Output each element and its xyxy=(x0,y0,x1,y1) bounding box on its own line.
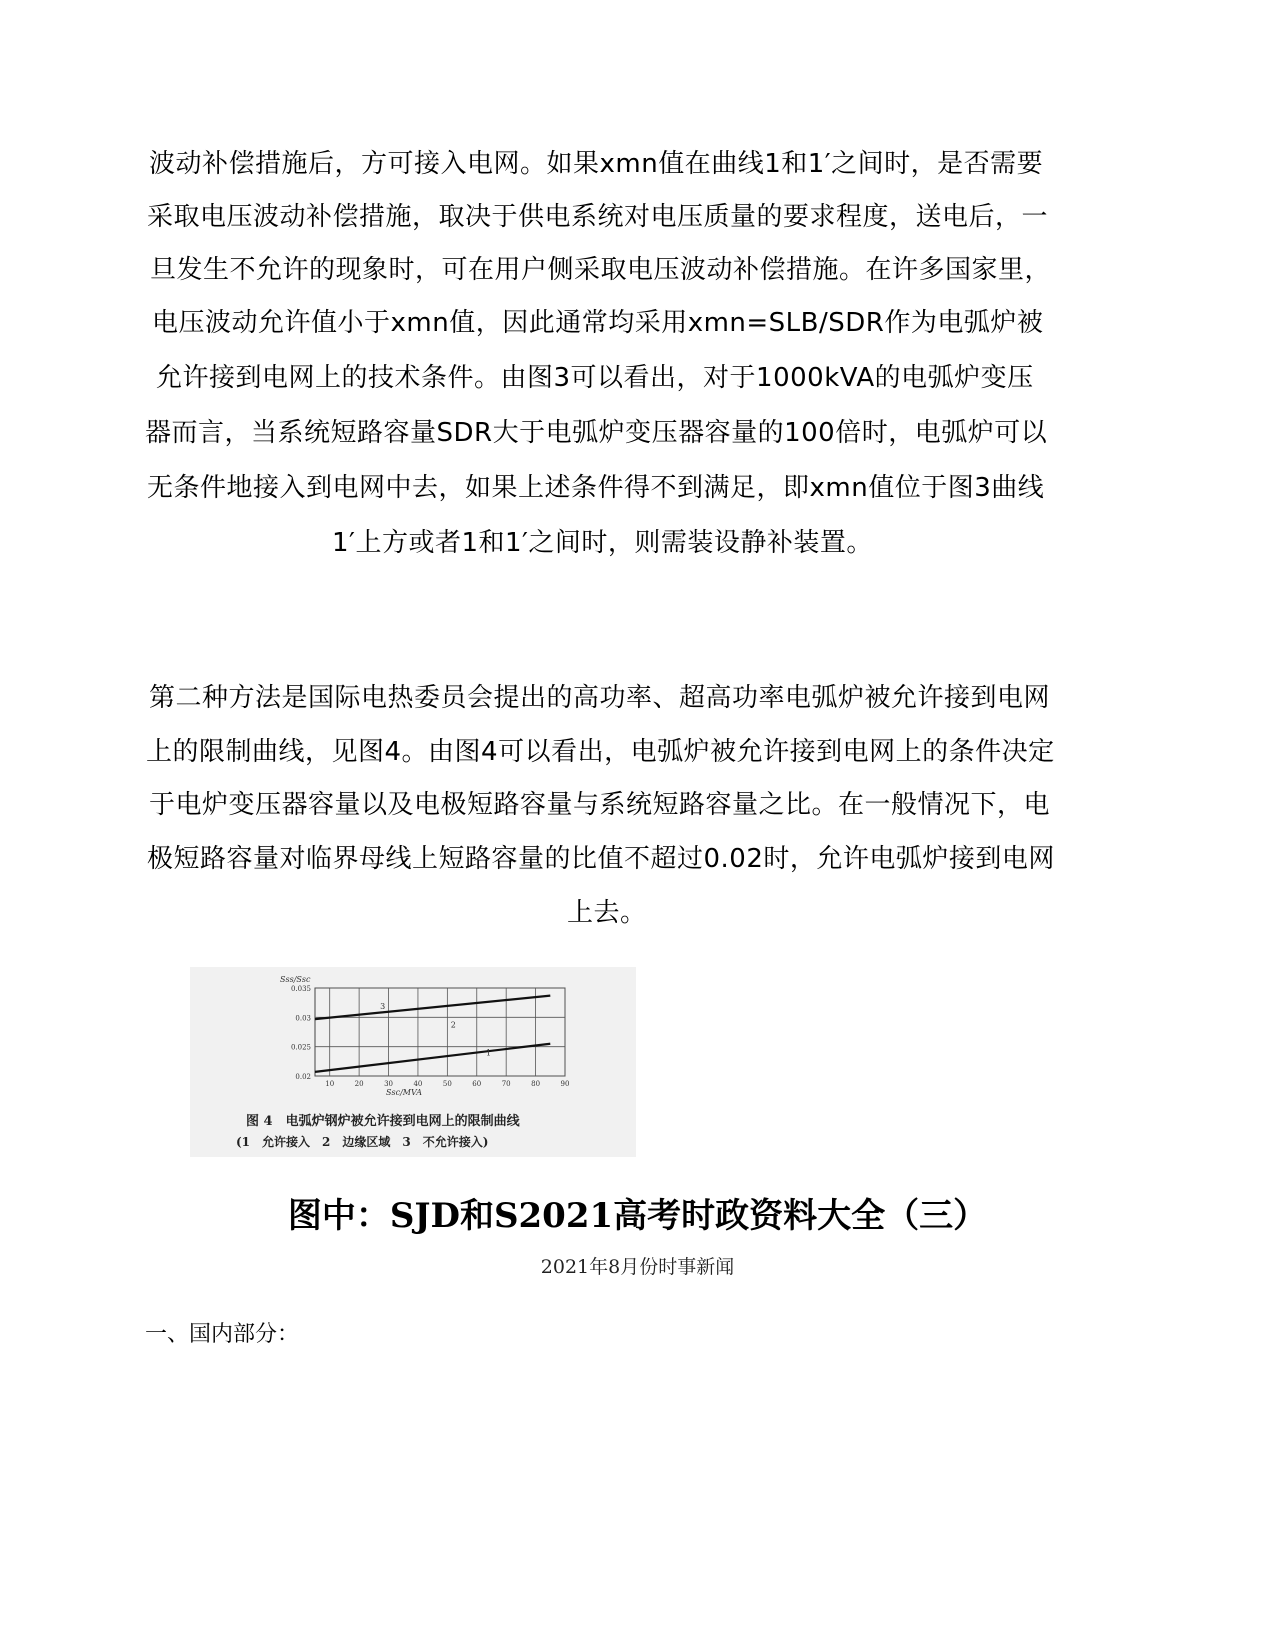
x-tick-label: 60 xyxy=(472,1080,482,1088)
page-subheading: 2021年8月份时事新闻 xyxy=(540,1256,735,1278)
paragraph1-line: 旦发生不允许的现象时，可在用户侧采取电压波动补偿措施。在许多国家里， xyxy=(150,255,1052,285)
x-axis-label: Ssc/MVA xyxy=(386,1088,422,1097)
paragraph1-line: 器而言，当系统短路容量SDR大于电弧炉变压器容量的100倍时，电弧炉可以 xyxy=(145,418,1048,448)
paragraph2-line: 上去。 xyxy=(567,898,647,928)
y-tick-label: 0.025 xyxy=(290,1043,311,1052)
paragraph2-line: 极短路容量对临界母线上短路容量的比值不超过0.02时，允许电弧炉接到电网 xyxy=(147,844,1055,874)
paragraph1-line: 1′上方或者1和1′之间时，则需装设静补装置。 xyxy=(332,528,873,558)
region-label: 1 xyxy=(485,1048,492,1058)
figure-caption-line1: 图 4 电弧炉钢炉被允许接到电网上的限制曲线 xyxy=(246,1114,520,1129)
section-label: 一、国内部分： xyxy=(145,1322,300,1347)
limit-curve-1 xyxy=(315,996,550,1019)
limit-curve-chart xyxy=(190,967,636,1157)
plot-frame xyxy=(315,988,565,1076)
region-label: 2 xyxy=(450,1020,456,1030)
limit-curve-2 xyxy=(315,1044,550,1072)
paragraph1-line: 电压波动允许值小于xmn值，因此通常均采用xmn=SLB/SDR作为电弧炉被 xyxy=(152,308,1044,338)
grid-lines xyxy=(315,988,565,1076)
x-tick-label: 20 xyxy=(354,1080,364,1088)
y-tick-labels xyxy=(291,985,311,1081)
x-tick-labels xyxy=(325,1080,569,1088)
paragraph1-line: 波动补偿措施后，方可接入电网。如果xmn值在曲线1和1′之间时，是否需要 xyxy=(149,149,1044,179)
figure-caption-line2: (1 允许接入 2 边缘区域 3 不允许接入) xyxy=(236,1135,489,1149)
y-axis-label: Sss/Ssc xyxy=(280,975,311,984)
region-label: 3 xyxy=(380,1002,386,1012)
page-heading: 图中：SJD和S2021高考时政资料大全（三） xyxy=(287,1196,988,1236)
x-tick-label: 30 xyxy=(384,1080,393,1088)
figure-4 xyxy=(190,967,636,1157)
y-tick-label: 0.02 xyxy=(295,1073,311,1081)
paragraph2-line: 于电炉变压器容量以及电极短路容量与系统短路容量之比。在一般情况下，电 xyxy=(149,790,1051,820)
paragraph1-line: 无条件地接入到电网中去，如果上述条件得不到满足，即xmn值位于图3曲线 xyxy=(147,473,1045,503)
y-tick-label: 0.03 xyxy=(295,1014,311,1023)
x-tick-label: 70 xyxy=(501,1080,511,1088)
paragraph2-line: 第二种方法是国际电热委员会提出的高功率、超高功率电弧炉被允许接到电网 xyxy=(149,683,1051,713)
x-tick-label: 90 xyxy=(560,1080,570,1088)
series-lines xyxy=(315,996,550,1072)
x-tick-label: 50 xyxy=(442,1080,452,1088)
x-tick-label: 10 xyxy=(325,1080,335,1088)
x-tick-label: 80 xyxy=(531,1080,541,1088)
paragraph2-line: 上的限制曲线，见图4。由图4可以看出，电弧炉被允许接到电网上的条件决定 xyxy=(146,737,1055,767)
paragraph1-line: 允许接到电网上的技术条件。由图3可以看出，对于1000kVA的电弧炉变压 xyxy=(156,363,1034,393)
x-tick-label: 40 xyxy=(413,1080,423,1088)
paragraph1-line: 采取电压波动补偿措施，取决于供电系统对电压质量的要求程度，送电后，一 xyxy=(147,202,1049,232)
y-tick-label: 0.035 xyxy=(290,985,311,993)
